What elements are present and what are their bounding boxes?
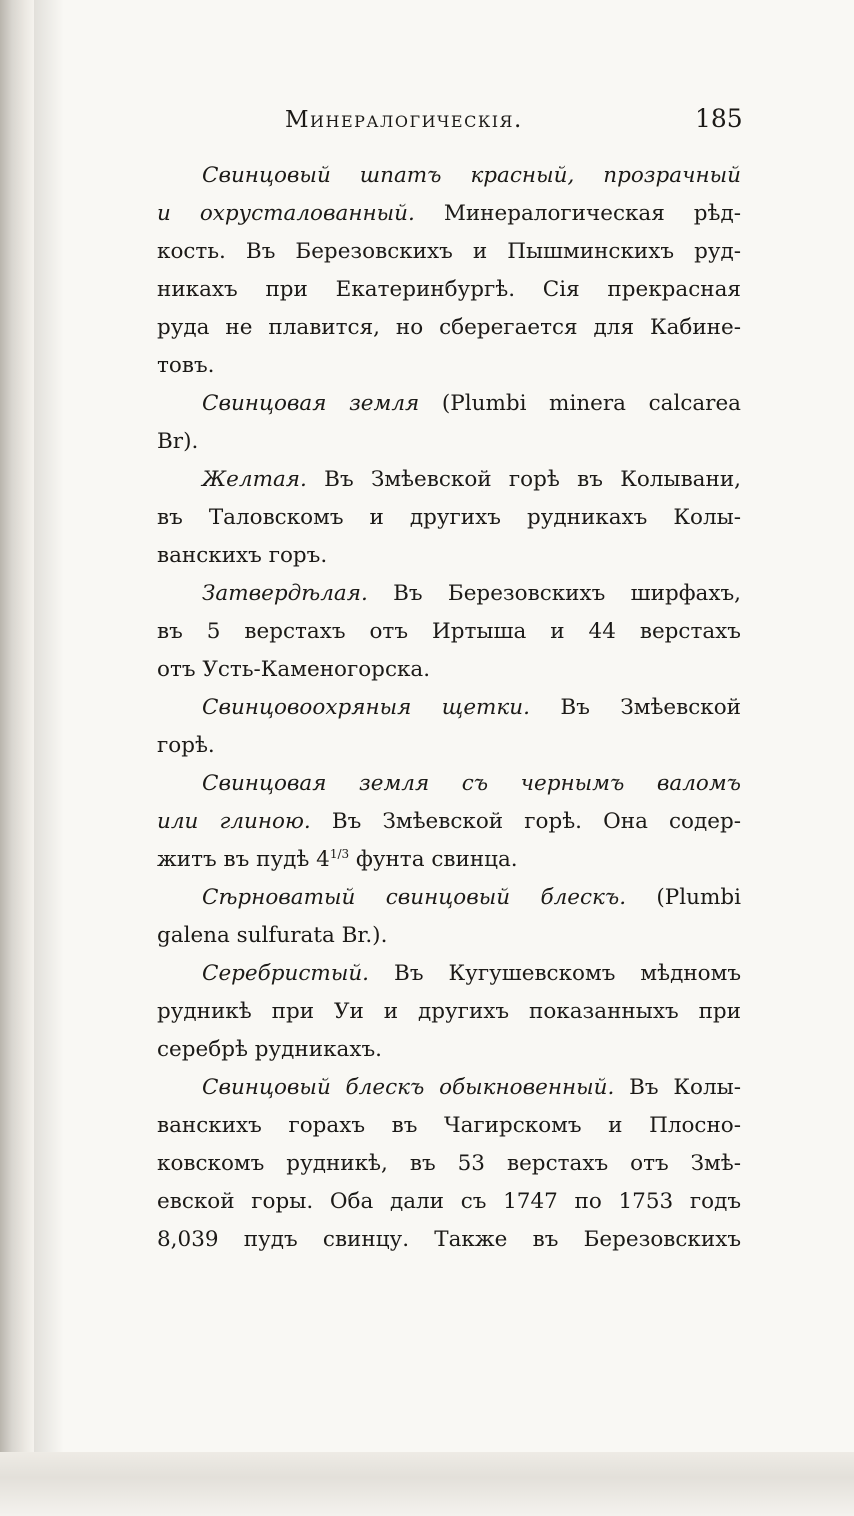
line-text-after: фунта свинца. (349, 847, 518, 872)
line-text: евской горы. Оба дали съ 1747 по 1753 годъ (157, 1189, 741, 1214)
line-text: руда не плавится, но сберегается для Кабине- (157, 315, 741, 340)
italic-term: Желтая. (202, 467, 307, 492)
text-line (157, 157, 741, 195)
text-line (157, 499, 741, 537)
line-text: galena sulfurata Br.). (157, 923, 388, 948)
text-line (157, 955, 741, 993)
line-text: ванскихъ горъ. (157, 543, 328, 568)
line-text: житъ въ пудѣ 4 (157, 847, 330, 872)
line-text: Въ Колы- (614, 1075, 741, 1100)
text-line (157, 271, 741, 309)
italic-term: Свинцовоохряныя щетки. (202, 695, 530, 720)
line-text: ковскомъ рудникѣ, въ 53 верстахъ отъ Змѣ- (157, 1151, 741, 1176)
text-line (157, 1069, 741, 1107)
text-line (157, 347, 741, 385)
text-line (157, 727, 741, 765)
italic-term: Затвердѣлая. (202, 581, 368, 606)
text-line (157, 651, 741, 689)
line-text: никахъ при Екатеринбургѣ. Сія прекрасная (157, 277, 741, 302)
line-text: Br). (157, 429, 199, 454)
text-line (157, 233, 741, 271)
line-text: (Plumbi (626, 885, 741, 910)
text-line (157, 803, 741, 841)
page-bottom-edge (0, 1452, 854, 1516)
line-text: въ 5 верстахъ отъ Иртыша и 44 верстахъ (157, 619, 741, 644)
italic-term: Свинцовый блескъ обыкновенный. (202, 1075, 615, 1100)
text-line (157, 765, 741, 803)
line-text: Въ Змѣевской (529, 695, 741, 720)
italic-term: Свинцовая земля (202, 391, 420, 416)
italic-term: Сѣрноватый свинцовый блескъ. (202, 885, 627, 910)
text-line (157, 689, 741, 727)
fraction-superscript: 1/3 (329, 846, 350, 861)
text-line (157, 1107, 741, 1145)
text-line (157, 1221, 741, 1259)
text-line (157, 575, 741, 613)
text-line (157, 195, 741, 233)
line-text: ванскихъ горахъ въ Чагирскомъ и Плосно- (157, 1113, 741, 1138)
line-text: товъ. (157, 353, 215, 378)
text-line (157, 309, 741, 347)
text-line (157, 879, 741, 917)
text-line (157, 537, 741, 575)
line-text: горѣ. (157, 733, 215, 758)
line-text: рудникѣ при Уи и другихъ показанныхъ при (157, 999, 741, 1024)
italic-term: и охрусталованный. (157, 201, 415, 226)
gutter-shadow (34, 0, 64, 1516)
text-line (157, 1145, 741, 1183)
text-line (157, 385, 741, 423)
text-line (157, 1031, 741, 1069)
italic-term: Серебристый. (202, 961, 370, 986)
line-text: Въ Змѣевской горѣ въ Колывани, (306, 467, 741, 492)
italic-term: Свинцовый шпатъ красный, прозрачный (202, 163, 741, 188)
italic-term: Свинцовая земля съ чернымъ валомъ (202, 771, 741, 796)
line-text: Минералогическая рѣд- (414, 201, 741, 226)
text-line (157, 613, 741, 651)
text-line (157, 841, 741, 879)
text-line (157, 917, 741, 955)
italic-term: или глиною. (157, 809, 311, 834)
line-text: Въ Березовскихъ ширфахъ, (367, 581, 741, 606)
line-text: Въ Кугушевскомъ мѣдномъ (369, 961, 741, 986)
page-gutter-edge (0, 0, 34, 1516)
text-line (157, 1183, 741, 1221)
line-text: (Plumbi minera calcarea (419, 391, 741, 416)
text-line (157, 461, 741, 499)
page-number: 185 (695, 104, 743, 133)
line-text: Въ Змѣевской горѣ. Она содер- (310, 809, 741, 834)
line-text: отъ Усть-Каменогорска. (157, 657, 431, 682)
text-line (157, 423, 741, 461)
running-head (285, 104, 745, 144)
line-text: въ Таловскомъ и другихъ рудникахъ Колы- (157, 505, 741, 530)
running-title: Минералогическія. (285, 107, 523, 133)
line-text: кость. Въ Березовскихъ и Пышминскихъ руд- (157, 239, 741, 264)
line-text: серебрѣ рудникахъ. (157, 1037, 382, 1062)
body-text (157, 157, 741, 1259)
line-text: 8,039 пудъ свинцу. Также въ Березовскихъ (157, 1227, 741, 1252)
text-line (157, 993, 741, 1031)
